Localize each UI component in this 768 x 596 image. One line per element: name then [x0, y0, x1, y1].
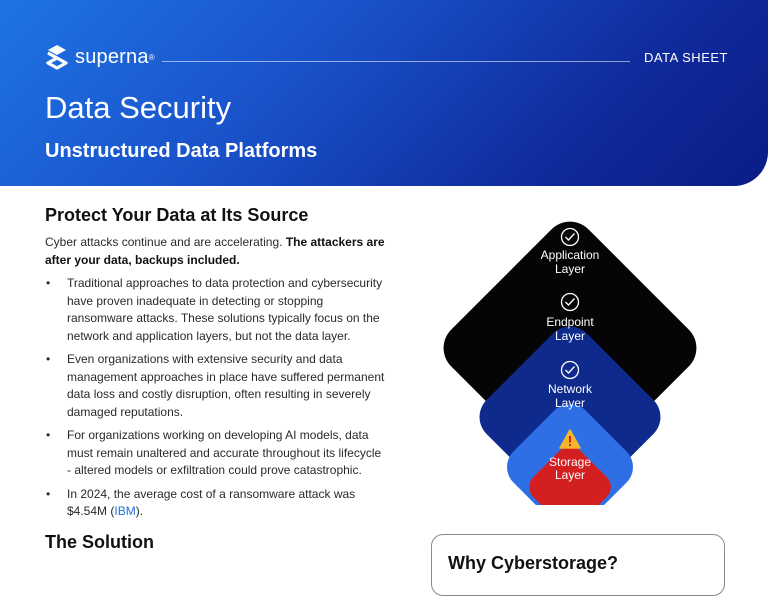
intro-paragraph	[45, 234, 385, 269]
list-item-text: In 2024, the average cost of a ransomware attack was $4.54M (	[67, 486, 356, 518]
brand-name: superna	[75, 45, 149, 68]
list-item	[45, 275, 385, 345]
list-item-text: For organizations working on developing AI models, data must remain unaltered and accurate throughout its lifecycle - altered models or exfiltration could prove catastrophic.	[67, 428, 382, 477]
bullet-icon: •	[46, 276, 51, 290]
solution-heading: The Solution	[45, 532, 154, 552]
list-item-text: Traditional approaches to data protection and cybersecurity have proven inadequate in detecting or stopping ransomware attacks. These solutions typically focus on the network and application layers, but not the data layer.	[67, 276, 383, 343]
endpoint-layer-sublabel: Layer	[554, 329, 586, 343]
doc-type-label: DATA SHEET	[644, 50, 728, 65]
registered-mark: ®	[148, 52, 155, 62]
application-layer-sublabel: Layer	[554, 262, 586, 276]
protect-section	[45, 205, 385, 527]
ibm-source-link[interactable]: IBM	[114, 504, 136, 518]
list-item-text: Even organizations with extensive security and data management approaches in place have suffered permanent data loss and costly disruption, often resulting in severely damaged reputations.	[67, 352, 385, 419]
application-layer-label: Application	[540, 248, 600, 262]
bullet-icon: •	[46, 428, 51, 442]
network-layer-label: Network	[547, 382, 593, 396]
storage-layer-label: Storage	[548, 455, 592, 469]
security-layers-diagram	[420, 205, 720, 505]
bullet-list	[45, 275, 385, 521]
card-title: Why Cyberstorage?	[448, 553, 619, 573]
why-cyberstorage-card	[431, 534, 725, 596]
intro-emphasis: The attackers are after your data, backups included.	[45, 235, 385, 267]
list-item-text-end: ).	[135, 504, 144, 518]
header-divider	[162, 61, 630, 62]
superna-logo	[45, 44, 155, 70]
list-item	[45, 351, 385, 421]
storage-layer-sublabel: Layer	[554, 468, 586, 482]
section-heading: Protect Your Data at Its Source	[45, 205, 309, 225]
intro-text: Cyber attacks continue and are accelerating.	[45, 235, 286, 249]
network-layer-sublabel: Layer	[554, 396, 586, 410]
bullet-icon: •	[46, 486, 51, 501]
page-subtitle: Unstructured Data Platforms	[45, 140, 318, 162]
list-item	[45, 427, 385, 480]
header-banner	[0, 0, 768, 186]
page-title: Data Security	[45, 90, 232, 125]
bullet-icon: •	[46, 352, 51, 366]
superna-logo-icon	[45, 44, 69, 70]
list-item	[45, 486, 385, 521]
endpoint-layer-label: Endpoint	[546, 315, 594, 329]
